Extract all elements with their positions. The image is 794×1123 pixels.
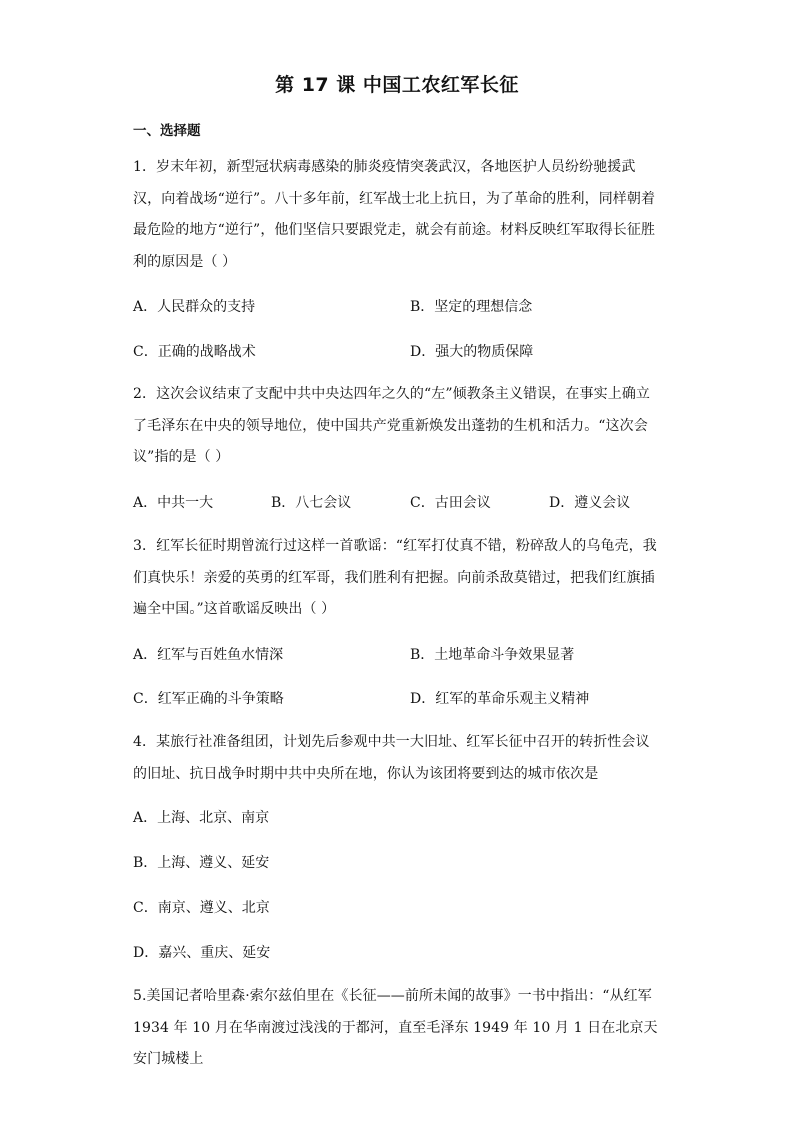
question-4-stem: 4．某旅行社准备组团，计划先后参观中共一大旧址、红军长征中召开的转折性会议的旧址、抗日战争时期中共中央所在地，你认为该团将要到达的城市依次是 [133,734,650,782]
question-2-option-c[interactable]: C．古田会议 [410,495,491,511]
question-3-option-b[interactable]: B．土地革命斗争效果显著 [410,647,575,663]
question-4-option-b[interactable]: B．上海、遵义、延安 [133,855,270,871]
question-1-stem: 1．岁末年初，新型冠状病毒感染的肺炎疫情突袭武汉，各地医护人员纷纷驰援武汉，向着战场“逆行”。八十多年前，红军战士北上抗日，为了革命的胜利，同样朝着最危险的地方“逆行”，他们坚信只要跟党走，就会有前途。材料反映红军取得长征胜利的原因是（ ） [133,159,656,270]
question-5-stem: 5.美国记者哈里森·索尔兹伯里在《长征——前所未闻的故事》一书中指出：“从红军 1934 年 10 月在华南渡过浅浅的于都河，直至毛泽东 1949 年 10 月 1 日在北京天安门城楼上 [133,988,658,1067]
question-3-option-c[interactable]: C．红军正确的斗争策略 [133,691,284,707]
question-4-option-a[interactable]: A．上海、北京、南京 [133,810,270,826]
question-3-option-a[interactable]: A．红军与百姓鱼水情深 [133,647,284,663]
page-title: 第 17 课 中国工农红军长征 [275,74,519,96]
question-3-option-d[interactable]: D．红军的革命乐观主义精神 [410,691,590,707]
question-2-option-b[interactable]: B．八七会议 [271,495,352,511]
question-1-option-b[interactable]: B．坚定的理想信念 [410,299,533,315]
question-2-option-a[interactable]: A．中共一大 [133,495,214,511]
question-4-option-d[interactable]: D．嘉兴、重庆、延安 [133,945,271,961]
question-2-stem: 2．这次会议结束了支配中共中央达四年之久的“左”倾教条主义错误，在事实上确立了毛泽东在中央的领导地位，使中国共产党重新焕发出蓬勃的生机和活力。“这次会议”指的是（ ） [133,386,651,465]
section-heading: 一、选择题 [133,123,201,139]
question-3-stem: 3．红军长征时期曾流行过这样一首歌谣：“红军打仗真不错，粉碎敌人的乌龟壳，我们真快乐！亲爱的英勇的红军哥，我们胜利有把握。向前杀敌莫错过，把我们红旗插遍全中国。”这首歌谣反映出（ ） [133,538,657,617]
question-1-option-a[interactable]: A．人民群众的支持 [133,299,256,315]
question-1-option-d[interactable]: D．强大的物质保障 [410,344,534,360]
question-2-option-d[interactable]: D．遵义会议 [549,495,631,511]
question-1-option-c[interactable]: C．正确的战略战术 [133,344,256,360]
question-4-option-c[interactable]: C．南京、遵义、北京 [133,900,270,916]
